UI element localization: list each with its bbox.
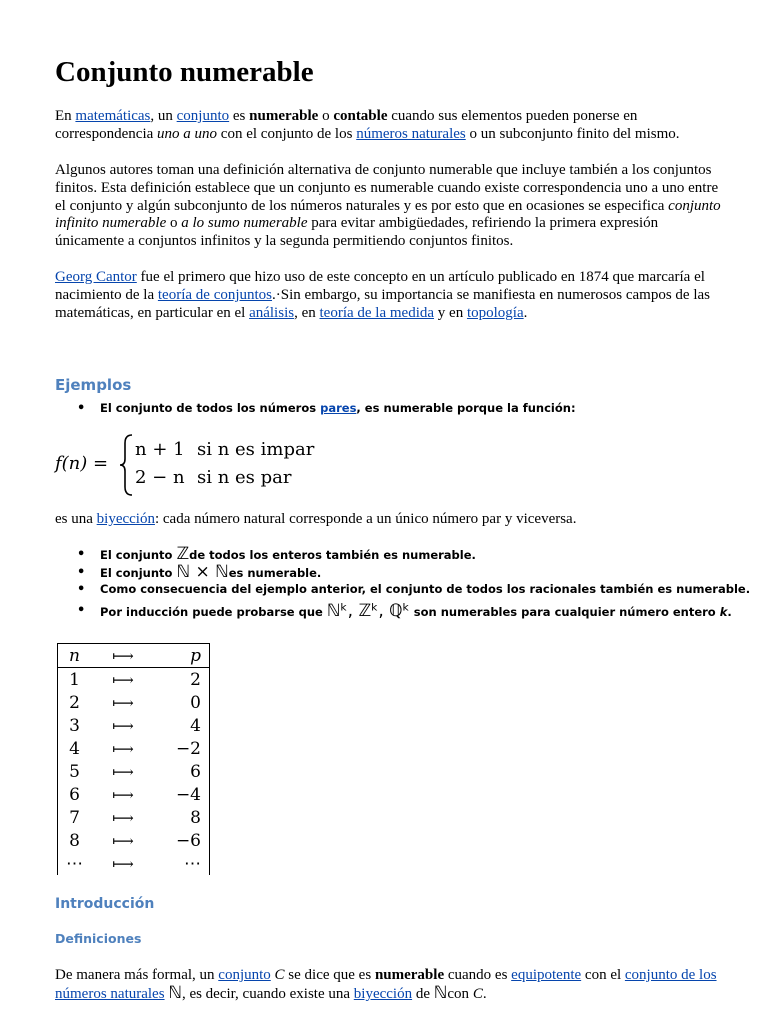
mapping-table <box>57 643 210 875</box>
list-item <box>55 561 750 582</box>
list-item <box>55 546 750 564</box>
text: con el conjunto de los <box>217 125 357 142</box>
text: se dice que es <box>284 967 375 983</box>
case1-expression: n + 1 <box>135 439 185 460</box>
cell-n: 5 <box>69 761 80 782</box>
table-header-row <box>58 644 210 668</box>
section-heading-ejemplos: Ejemplos <box>55 376 132 394</box>
cell-n: 2 <box>69 692 80 713</box>
cell-n: 6 <box>69 784 80 805</box>
bold-term: numerable <box>249 108 319 124</box>
italic-term: a lo sumo numerable <box>181 215 308 232</box>
link-pares[interactable]: pares <box>320 401 357 415</box>
cell-arrow: ⟼ <box>112 693 134 712</box>
text: es una <box>55 511 97 527</box>
table-row <box>58 737 210 760</box>
examples-list-2 <box>55 546 750 623</box>
text: son numerables para cualquier número entero <box>409 604 720 619</box>
text: de todos los enteros también es numerable. <box>189 548 476 562</box>
cell-p: 0 <box>190 692 201 713</box>
text: Como consecuencia del ejemplo anterior, el conjunto de todos los racionales también es numerable. <box>100 582 751 596</box>
text: es <box>229 108 250 124</box>
text: cuando es <box>444 967 512 983</box>
link-conjunto[interactable]: conjunto <box>176 108 230 124</box>
bijection-paragraph <box>55 511 725 529</box>
cell-arrow: ⟼ <box>112 762 134 781</box>
text: o <box>318 108 334 124</box>
text: El conjunto <box>100 548 177 562</box>
list-item <box>55 581 750 599</box>
cell-n: 8 <box>69 830 80 851</box>
cell-p: 8 <box>190 807 201 828</box>
cell-n: 1 <box>69 669 80 690</box>
variable-c: C <box>274 967 285 983</box>
naturals-symbol: ℕ <box>168 982 182 1003</box>
cell-p: p <box>155 644 210 668</box>
text: En <box>55 108 76 124</box>
formula-lhs: f(n) = <box>55 453 109 474</box>
text: con <box>447 985 473 1002</box>
product-symbol: ℕ × ℕ <box>176 561 229 582</box>
cell-p: −2 <box>175 738 201 759</box>
table-row <box>58 783 210 806</box>
text: El conjunto de todos los números <box>100 401 321 415</box>
case1-condition: si n es impar <box>197 439 315 460</box>
text: .·Sin embargo, su importancia se manifiesta en numerosos campos de las matemáticas, en particular en el <box>55 286 710 321</box>
cell-n: n <box>58 644 92 668</box>
text: es numerable. <box>228 565 322 580</box>
list-item <box>55 400 576 418</box>
text: El conjunto <box>100 565 177 580</box>
table-row <box>58 829 210 852</box>
alt-definition-paragraph <box>55 162 725 251</box>
text: De manera más formal, un <box>55 967 219 983</box>
text: , es numerable porque la función: <box>356 401 576 415</box>
link-numeros-naturales[interactable]: números naturales <box>356 125 466 142</box>
link-analisis[interactable]: análisis <box>249 304 295 321</box>
italic-term: conjunto infinito numerable <box>55 197 721 232</box>
cell-arrow: ⟼ <box>112 831 134 850</box>
cell-arrow: ⟼ <box>112 808 134 827</box>
link-biyeccion-2[interactable]: biyección <box>353 985 413 1002</box>
text: , en <box>294 304 320 321</box>
cell-n: 4 <box>69 738 80 759</box>
text: o un subconjunto finito del mismo. <box>465 125 680 142</box>
cell-p: −6 <box>175 830 201 851</box>
link-matematicas[interactable]: matemáticas <box>75 108 151 124</box>
case2-expression: 2 − n <box>135 467 185 488</box>
text: de <box>412 985 434 1002</box>
text: . <box>482 985 487 1002</box>
intro-paragraph <box>55 108 725 144</box>
link-biyeccion[interactable]: biyección <box>96 511 155 527</box>
cell-p: ⋯ <box>184 853 201 874</box>
brace-icon <box>119 433 135 497</box>
section-heading-introduccion: Introducción <box>55 896 155 912</box>
table-row <box>58 760 210 783</box>
text: y en <box>434 304 467 321</box>
text: Por inducción puede probarse que <box>100 604 327 619</box>
definition-paragraph <box>55 967 725 1004</box>
link-conjunto-2[interactable]: conjunto <box>218 967 271 983</box>
cell-arrow: ⟼ <box>112 670 134 689</box>
text: , es decir, cuando existe una <box>181 985 354 1002</box>
text: : cada número natural corresponde a un único número par y viceversa. <box>154 511 577 527</box>
cell-arrow: ⟼ <box>112 785 134 804</box>
text: . <box>523 304 528 321</box>
bold-term: contable <box>333 108 388 124</box>
italic-term: uno a uno <box>157 125 218 142</box>
power-sets-symbol: ℕᵏ, ℤᵏ, ℚᵏ <box>326 600 410 621</box>
link-topologia[interactable]: topología <box>466 304 524 321</box>
cell-p: 6 <box>190 761 201 782</box>
link-conjunto-naturales[interactable]: conjunto de los números naturales <box>55 967 717 1002</box>
cell-n: 3 <box>69 715 80 736</box>
cell-p: −4 <box>175 784 201 805</box>
cell-arrow: ⟼ <box>91 644 155 668</box>
text: fue el primero que hizo uso de este concepto en un artículo publicado en 1874 que marcaría el nacimiento de la <box>55 269 705 303</box>
cell-p: 4 <box>190 715 201 736</box>
page-title: Conjunto numerable <box>55 56 314 88</box>
naturals-symbol: ℕ <box>433 982 448 1003</box>
cell-p: 2 <box>190 669 201 690</box>
case2-condition: si n es par <box>197 467 292 488</box>
variable-c: C <box>472 985 483 1002</box>
cell-arrow: ⟼ <box>112 716 134 735</box>
integers-symbol: ℤ <box>176 544 190 564</box>
cell-arrow: ⟼ <box>112 854 134 873</box>
link-teoria-medida[interactable]: teoría de la medida <box>319 304 435 321</box>
link-teoria-conjuntos[interactable]: teoría de conjuntos <box>157 286 273 303</box>
cell-n: 7 <box>69 807 80 828</box>
text: para evitar ambigüedades, refiriendo la primera expresión únicamente a conjuntos infinitos y la segunda permitiendo conjuntos finitos. <box>55 215 659 250</box>
text: o <box>166 215 182 232</box>
variable-k: k <box>719 604 728 619</box>
table-row <box>58 691 210 714</box>
text: , un <box>150 108 177 124</box>
table-row <box>58 852 210 875</box>
cell-n: ⋯ <box>66 853 83 874</box>
examples-list-1 <box>55 400 576 418</box>
text: Algunos autores toman una definición alternativa de conjunto numerable que incluye también a los conjuntos finitos. Esta definición establece que un conjunto es numerable cuando existe correspondencia uno a uno entre el conjunto y algún subconjunto de los números naturales y es por esto que en ocasiones se especifica <box>55 162 719 214</box>
list-item <box>55 599 750 623</box>
link-georg-cantor[interactable]: Georg Cantor <box>55 269 137 285</box>
cell-arrow: ⟼ <box>112 739 134 758</box>
text: cuando sus elementos pueden ponerse en correspondencia <box>55 108 638 142</box>
link-equipotente[interactable]: equipotente <box>511 967 582 983</box>
subsection-heading-definiciones: Definiciones <box>55 931 142 946</box>
bold-term: numerable <box>374 967 445 983</box>
table-row <box>58 714 210 737</box>
text: con el <box>581 967 625 983</box>
text: . <box>727 604 732 619</box>
table-row <box>58 668 210 692</box>
history-paragraph <box>55 269 725 322</box>
piecewise-formula <box>55 433 355 497</box>
table-row <box>58 806 210 829</box>
